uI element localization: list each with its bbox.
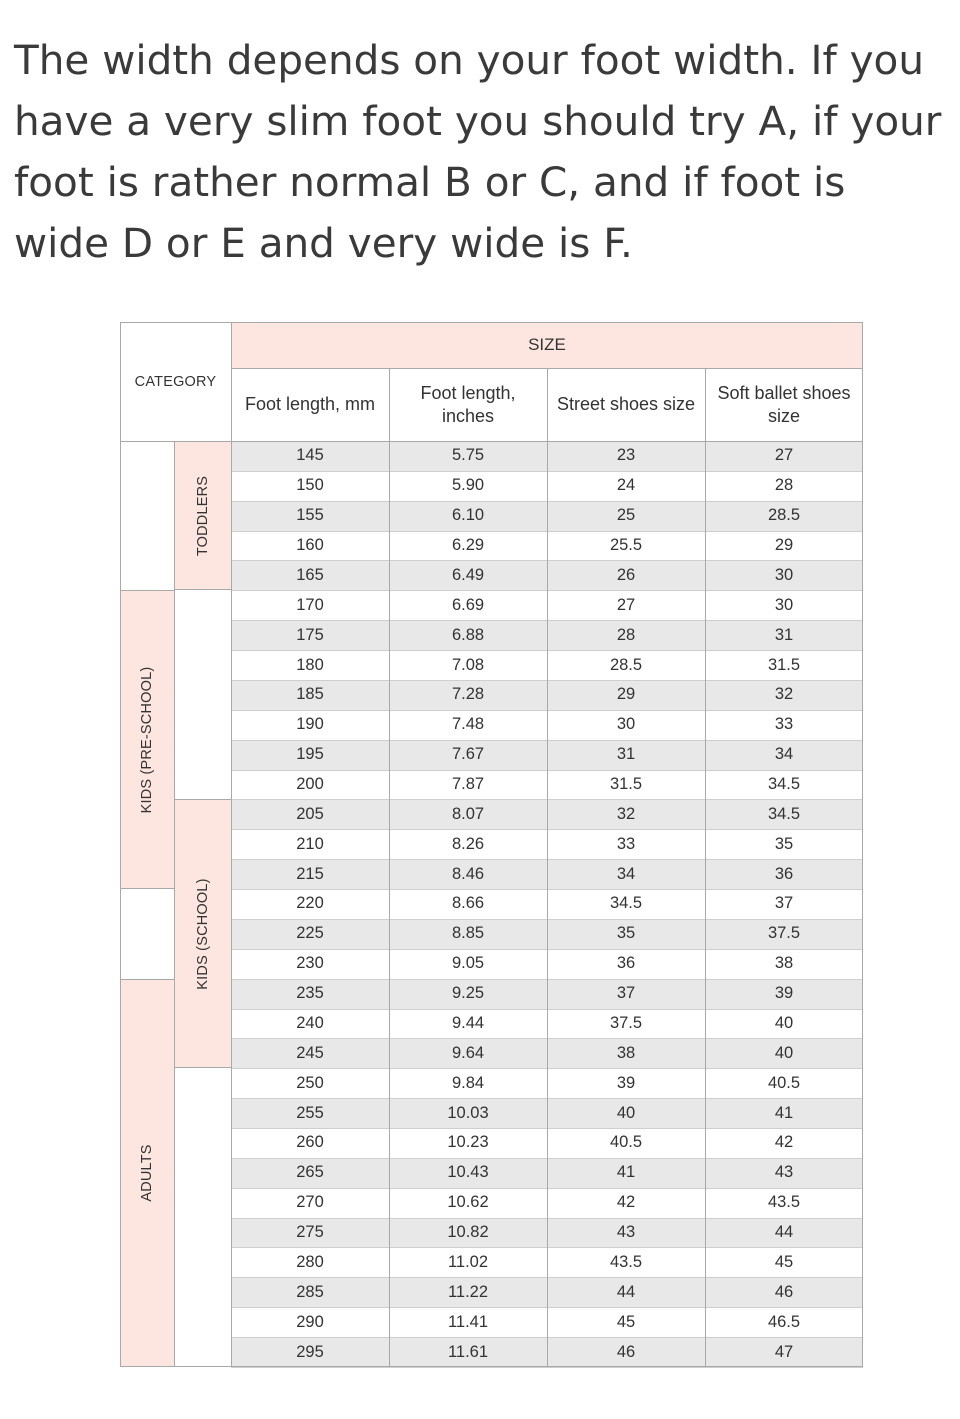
table-cell: 220 <box>296 894 324 913</box>
table-cell: 44 <box>616 1282 636 1301</box>
table-cell: 270 <box>296 1193 324 1212</box>
table-cell: 36 <box>774 864 794 883</box>
table-cell: 45 <box>616 1312 636 1331</box>
table-cell: 34 <box>774 745 794 764</box>
table-cell: 26 <box>616 565 636 584</box>
table-cell: 260 <box>296 1133 324 1152</box>
table-cell: 215 <box>296 864 324 883</box>
table-cell: 34.5 <box>767 804 801 823</box>
grid-line <box>174 799 231 800</box>
table-cell: 8.85 <box>451 924 485 943</box>
table-cell: 11.22 <box>447 1282 489 1301</box>
table-cell: 6.49 <box>451 565 485 584</box>
table-cell: 205 <box>296 804 324 823</box>
grid-line <box>120 1366 863 1367</box>
table-cell: 170 <box>296 595 324 614</box>
table-cell: 8.26 <box>451 834 485 853</box>
table-cell: 45 <box>774 1252 794 1271</box>
table-cell: 31 <box>774 625 794 644</box>
table-cell: 6.29 <box>451 536 485 555</box>
table-cell: 30 <box>774 595 794 614</box>
table-cell: 9.44 <box>451 1013 485 1032</box>
table-cell: 240 <box>296 1013 324 1032</box>
table-cell: 42 <box>616 1193 636 1212</box>
table-cell: 31.5 <box>609 774 643 793</box>
table-cell: 35 <box>774 834 794 853</box>
grid-line <box>174 441 175 1367</box>
table-cell: 31 <box>616 745 636 764</box>
column-header-3: Street shoes size <box>556 394 696 414</box>
table-cell: 41 <box>616 1163 636 1182</box>
table-cell: 25.5 <box>609 536 643 555</box>
table-cell: 165 <box>296 565 324 584</box>
table-cell: 34.5 <box>767 774 801 793</box>
table-cell: 40 <box>774 1013 794 1032</box>
table-cell: 280 <box>296 1252 324 1271</box>
table-cell: 175 <box>296 625 324 644</box>
size-chart-table <box>120 322 863 1367</box>
table-cell: 34.5 <box>609 894 643 913</box>
table-cell: 8.07 <box>451 804 485 823</box>
table-cell: 10.82 <box>447 1223 489 1242</box>
table-cell: 11.41 <box>447 1312 489 1331</box>
table-cell: 9.64 <box>451 1043 485 1062</box>
table-cell: 33 <box>774 715 794 734</box>
grid-line <box>120 590 174 591</box>
table-cell: 7.28 <box>451 685 485 704</box>
table-cell: 9.84 <box>451 1073 485 1092</box>
column-header-2: Foot length, inches <box>420 382 516 426</box>
table-cell: 5.75 <box>451 446 485 465</box>
table-cell: 36 <box>616 954 636 973</box>
table-cell: 10.62 <box>447 1193 489 1212</box>
table-cell: 28 <box>774 476 794 495</box>
table-cell: 40 <box>774 1043 794 1062</box>
table-cell: 24 <box>616 476 636 495</box>
table-cell: 190 <box>296 715 324 734</box>
table-cell: 43 <box>774 1163 794 1182</box>
table-cell: 8.46 <box>451 864 485 883</box>
table-cell: 38 <box>774 954 794 973</box>
table-cell: 32 <box>616 804 636 823</box>
table-cell: 37.5 <box>767 924 801 943</box>
category-label: KIDS (PRE-SCHOOL) <box>139 666 155 814</box>
grid-line <box>120 322 863 323</box>
table-cell: 35 <box>616 924 636 943</box>
table-cell: 290 <box>296 1312 324 1331</box>
grid-line <box>120 979 174 980</box>
table-cell: 8.66 <box>451 894 485 913</box>
table-cell: 27 <box>774 446 794 465</box>
size-header: SIZE <box>231 322 863 368</box>
table-cell: 185 <box>296 685 324 704</box>
table-cell: 34 <box>616 864 636 883</box>
table-cell: 10.43 <box>447 1163 489 1182</box>
grid-line <box>174 589 231 590</box>
table-cell: 11.61 <box>447 1342 489 1361</box>
table-cell: 9.05 <box>451 954 485 973</box>
table-cell: 150 <box>296 476 324 495</box>
table-cell: 5.90 <box>451 476 485 495</box>
grid-line <box>231 1367 863 1368</box>
table-cell: 6.88 <box>451 625 485 644</box>
table-cell: 255 <box>296 1103 324 1122</box>
table-cell: 195 <box>296 745 324 764</box>
table-cell: 235 <box>296 984 324 1003</box>
table-cell: 25 <box>616 506 636 525</box>
table-cell: 295 <box>296 1342 324 1361</box>
table-cell: 275 <box>296 1223 324 1242</box>
table-cell: 40.5 <box>609 1133 643 1152</box>
category-label: ADULTS <box>139 1144 155 1202</box>
table-cell: 40.5 <box>767 1073 801 1092</box>
column-header-4: Soft ballet shoes size <box>717 382 851 426</box>
category-label: TODDLERS <box>194 475 211 556</box>
table-cell: 28 <box>616 625 636 644</box>
table-cell: 33 <box>616 834 636 853</box>
table-cell: 28.5 <box>767 506 801 525</box>
grid-line <box>231 322 232 1367</box>
table-cell: 230 <box>296 954 324 973</box>
table-cell: 37 <box>774 894 794 913</box>
table-cell: 10.03 <box>447 1103 489 1122</box>
category-header: CATEGORY <box>134 374 217 390</box>
table-cell: 43.5 <box>767 1193 801 1212</box>
table-cell: 160 <box>296 536 324 555</box>
table-cell: 180 <box>296 655 324 674</box>
table-cell: 7.08 <box>451 655 485 674</box>
table-cell: 43 <box>616 1223 636 1242</box>
intro-paragraph: The width depends on your foot width. If you have a very slim foot you should try A, if your foot is rather normal B or C, and if foot is wide D or E and very wide is F. <box>14 36 942 267</box>
table-cell: 32 <box>774 685 794 704</box>
grid-line <box>174 1067 231 1068</box>
table-cell: 46 <box>616 1342 636 1361</box>
table-cell: 9.25 <box>451 984 485 1003</box>
table-cell: 37.5 <box>609 1013 643 1032</box>
table-cell: 6.10 <box>451 506 485 525</box>
table-cell: 46 <box>774 1282 794 1301</box>
table-cell: 31.5 <box>767 655 801 674</box>
table-cell: 210 <box>296 834 324 853</box>
table-cell: 200 <box>296 774 324 793</box>
table-cell: 7.67 <box>451 745 485 764</box>
table-cell: 37 <box>616 984 636 1003</box>
table-cell: 44 <box>774 1223 794 1242</box>
table-cell: 39 <box>774 984 794 1003</box>
table-cell: 10.23 <box>447 1133 489 1152</box>
table-cell: 29 <box>616 685 636 704</box>
table-cell: 28.5 <box>609 655 643 674</box>
table-cell: 225 <box>296 924 324 943</box>
grid-line <box>705 368 706 1367</box>
table-cell: 23 <box>616 446 636 465</box>
table-cell: 250 <box>296 1073 324 1092</box>
grid-line <box>547 368 548 1367</box>
column-header-1: Foot length, mm <box>244 394 376 414</box>
table-cell: 6.69 <box>451 595 485 614</box>
table-cell: 27 <box>616 595 636 614</box>
grid-line <box>120 888 174 889</box>
grid-line <box>862 322 863 1367</box>
grid-line <box>389 368 390 1367</box>
table-cell: 38 <box>616 1043 636 1062</box>
table-cell: 30 <box>616 715 636 734</box>
table-cell: 47 <box>774 1342 794 1361</box>
table-cell: 43.5 <box>609 1252 643 1271</box>
table-cell: 11.02 <box>447 1252 489 1271</box>
category-label: KIDS (SCHOOL) <box>194 878 211 990</box>
table-cell: 145 <box>296 446 324 465</box>
table-cell: 245 <box>296 1043 324 1062</box>
table-cell: 41 <box>774 1103 794 1122</box>
table-cell: 265 <box>296 1163 324 1182</box>
table-cell: 39 <box>616 1073 636 1092</box>
table-cell: 40 <box>616 1103 636 1122</box>
table-cell: 30 <box>774 565 794 584</box>
table-cell: 7.48 <box>451 715 485 734</box>
table-cell: 42 <box>774 1133 794 1152</box>
table-cell: 7.87 <box>451 774 485 793</box>
table-cell: 29 <box>774 536 794 555</box>
table-cell: 285 <box>296 1282 324 1301</box>
table-cell: 155 <box>296 506 324 525</box>
table-cell: 46.5 <box>767 1312 801 1331</box>
grid-line <box>120 322 121 1367</box>
